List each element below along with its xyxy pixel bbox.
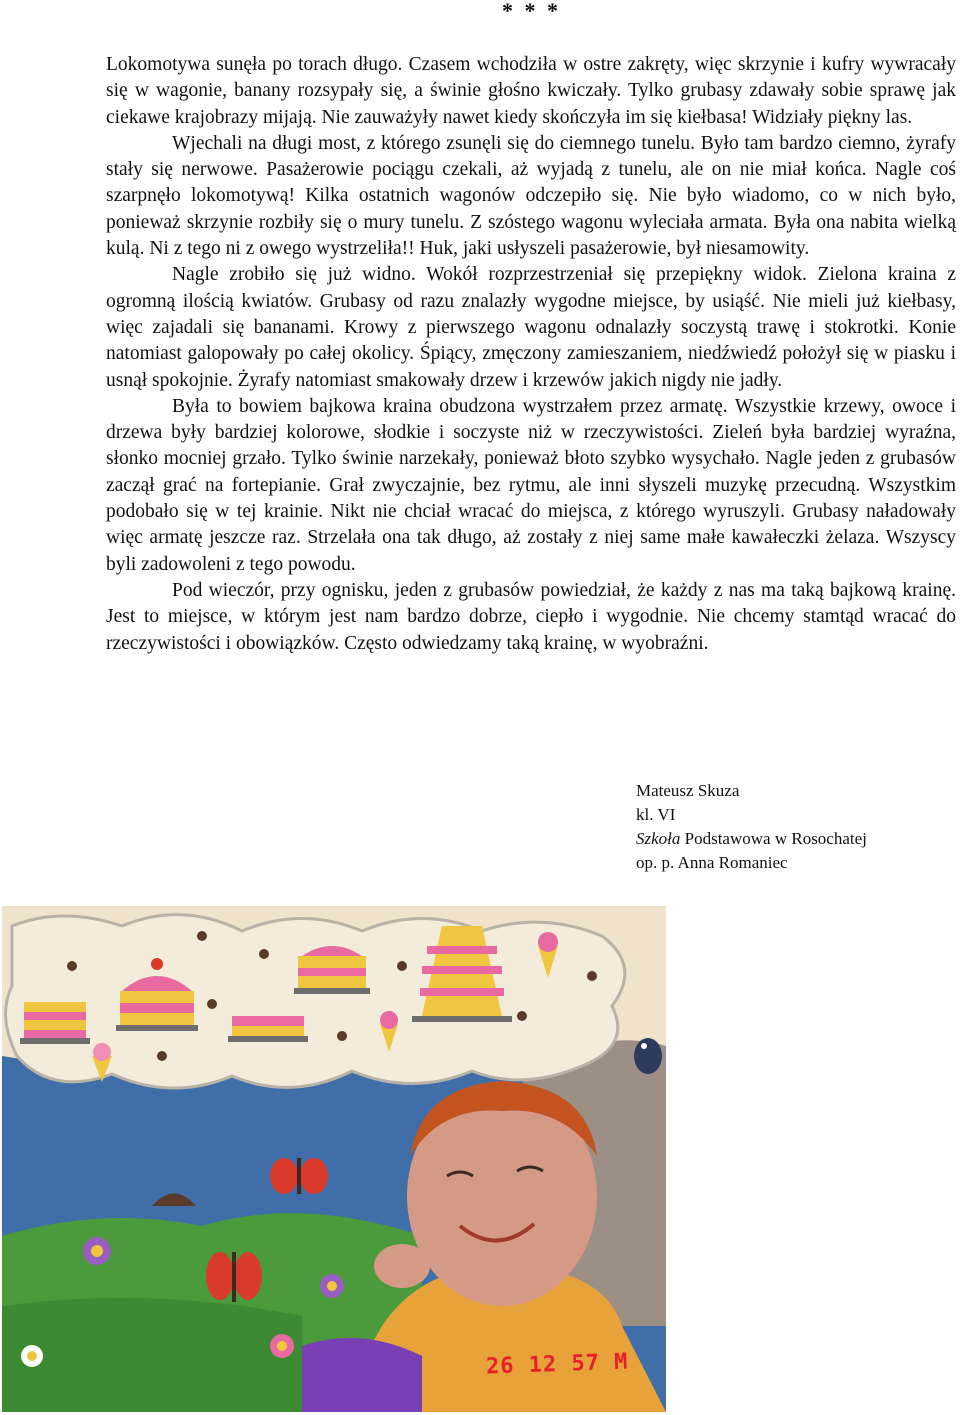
child-drawing <box>2 906 666 1412</box>
photo-date-stamp: 26 12 57 M <box>485 1349 629 1380</box>
drawing-flower <box>21 1345 43 1367</box>
school-name-rest: Podstawowa w Rosochatej <box>680 829 867 848</box>
drawing-butterfly <box>270 1158 328 1194</box>
school-word: Szkoła <box>636 829 681 848</box>
drawing-boy-sleeve <box>302 1338 422 1412</box>
drawing-flower <box>320 1274 344 1298</box>
story-text <box>106 52 956 657</box>
author-class: kl. VI <box>636 805 676 824</box>
drawing-bird <box>634 1038 662 1074</box>
drawing-butterfly <box>206 1252 262 1302</box>
section-divider-asterisks: * * * <box>502 0 561 23</box>
drawing-flower <box>83 1237 111 1265</box>
drawing-cake <box>228 1016 308 1042</box>
story-paragraph-5: Pod wieczór, przy ognisku, jeden z grubasów powiedział, że każdy z nas ma taką bajkową krainę. Jest to miejsce, w którym jest nam bardzo dobrze, ciepło i wygodnie. Nie chcemy stamtąd wracać do rzeczywistości i obowiązków. Często odwiedzamy taką krainę, w wyobraźni. <box>106 579 956 654</box>
story-paragraph-1: Lokomotywa sunęła po torach długo. Czasem wchodziła w ostre zakręty, więc skrzynie i kufry wywracały się w wagonie, banany rozsypały się, a świnie głośno kwiczały. Tylko grubasy zdawały sobie sprawę jak ciekawe krajobrazy mijają. Nie zauważyły nawet kiedy skończyła im się kiełbasa! Widziały piękny las. <box>106 54 956 128</box>
drawing-grass-dark <box>2 1298 302 1412</box>
author-signature <box>636 779 867 875</box>
teacher-name: op. p. Anna Romaniec <box>636 853 788 872</box>
story-paragraph-2: Wjechali na długi most, z którego zsunęli się do ciemnego tunelu. Było tam bardzo ciemno, żyrafy stały się nerwowe. Pasażerowie pociągu czekali, aż wyjadą z tunelu, ale on nie miał końca. Nagle coś szarpnęło lokomotywą! Kilka ostatnich wagonów odczepiło się. Nie było wiadomo, co w nich było, ponieważ skrzynie rozbiły się o mury tunelu. Z szóstego wagonu wyleciała armata. Była ona nabita wielką kulą. Ni z tego ni z owego wystrzeliła!! Huk, jaki usłyszeli pasażerowie, był niesamowity. <box>106 132 956 260</box>
author-name: Mateusz Skuza <box>636 781 740 800</box>
drawing-cake <box>20 1002 90 1044</box>
drawing-illustration <box>2 906 666 1412</box>
drawing-boy-hand <box>374 1244 430 1288</box>
school-name <box>636 827 867 851</box>
story-paragraph-3: Nagle zrobiło się już widno. Wokół rozprzestrzeniał się przepiękny widok. Zielona kraina z ogromną ilością kwiatów. Grubasy od razu znalazły wygodne miejsce, by usiąść. Nie mieli już kiełbasy, więc zajadali się bananami. Krowy z pierwszego wagonu odnalazły soczystą trawę i stokrotki. Konie natomiast galopowały po całej okolicy. Śpiący, zmęczony zamieszaniem, niedźwiedź położył się w piasku i usnął spokojnie. Żyrafy natomiast smakowały drzew i krzewów jakich nigdy nie jadły. <box>106 264 956 391</box>
story-paragraph-4: Była to bowiem bajkowa kraina obudzona wystrzałem przez armatę. Wszystkie krzewy, owoce i drzewa były bardziej kolorowe, słodkie i soczyste niż w rzeczywistości. Zieleń była bardziej wyraźna, słonko mocniej grzało. Tylko świnie narzekały, ponieważ błoto szybko wysychało. Nagle jeden z grubasów zaczął grać na fortepianie. Grał zwyczajnie, bez rytmu, ale inni słyszeli muzykę przecudną. Wszystkim podobało się w tej krainie. Nikt nie chciał wracać do miejsca, z którego wyruszyli. Grubasy naładowały więc armatę jeszcze raz. Strzelała ona tak długo, aż zostały z niej same małe kawałeczki żelaza. Wszyscy byli zadowoleni z tego powodu. <box>106 395 956 575</box>
drawing-flower <box>270 1334 294 1358</box>
